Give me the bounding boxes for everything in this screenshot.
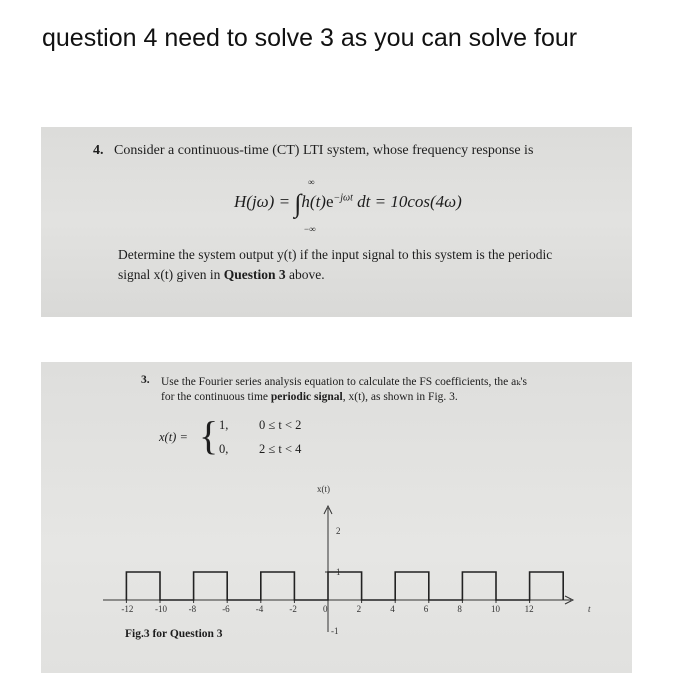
frequency-response-formula: $H(j\omega) = \int h(t)e^{-j\omega t}$ dt = 10cos(4ω) [234, 189, 462, 218]
figure-caption: Fig.3 for Question 3 [125, 628, 223, 640]
q3-line-2-prefix: for the continuous time [161, 391, 271, 403]
post-title: question 4 need to solve 3 as you can solve four [42, 24, 578, 52]
body-line-2-bold: Question 3 [223, 267, 286, 282]
q3-line-2-suffix: , x(t), as shown in Fig. 3. [342, 391, 458, 403]
case-1-condition: 0 ≤ t < 2 [259, 418, 302, 432]
x-tick-label: 2 [356, 604, 362, 614]
x-tick-label: 8 [457, 604, 462, 614]
question-4-number: 4. [93, 143, 104, 158]
piecewise-brace: { [199, 413, 219, 458]
question-4-body-line-2 [118, 267, 325, 283]
question-3-number: 3. [141, 374, 150, 386]
x-tick-label: -8 [188, 604, 197, 614]
question-4-intro: Consider a continuous-time (CT) LTI system, whose frequency response is [114, 143, 534, 158]
x-tick-label: -12 [121, 604, 134, 614]
y-axis-label: x(t) [317, 484, 330, 494]
x-tick-label: -6 [222, 604, 230, 614]
square-wave-signal [126, 572, 563, 600]
x-tick-label: -2 [289, 604, 297, 614]
x-tick-label: -10 [155, 604, 167, 614]
case-2-condition: 2 ≤ t < 4 [259, 442, 302, 456]
question-4-body-line-1: Determine the system output y(t) if the input signal to this system is the periodic [118, 247, 553, 262]
x-tick-label: 0 [323, 604, 328, 614]
integral-upper-limit: ∞ [308, 177, 315, 187]
signal-definition-lhs: x(t) = [159, 430, 188, 444]
integral-lower-limit: −∞ [304, 224, 316, 234]
formula-exponent: −jωt [333, 192, 353, 204]
x-tick-label: 6 [423, 604, 429, 614]
case-2-value: 0, [219, 442, 229, 456]
formula-rhs: dt = 10cos(4ω) [357, 192, 462, 211]
x-tick-label: -4 [255, 604, 264, 614]
case-1-value: 1, [219, 418, 229, 432]
integral-sign-icon: ∫ [294, 189, 302, 218]
y-mark-label: 2 [336, 526, 341, 536]
x-tick-label: 10 [491, 604, 500, 614]
formula-lhs: H(jω) = [234, 192, 291, 211]
formula-integrand: h(t) [301, 192, 326, 211]
question-3-line-1: Use the Fourier series analysis equation to calculate the FS coefficients, the aₖ's [161, 376, 527, 388]
question-4-photo [41, 127, 632, 317]
x-tick-label: 12 [524, 604, 534, 614]
body-line-2-suffix: above. [285, 267, 325, 282]
body-line-2-prefix: signal x(t) given in [118, 267, 224, 282]
t-axis-label: t [588, 604, 591, 614]
x-tick-label: 4 [390, 604, 395, 614]
q3-line-2-bold: periodic signal [270, 391, 343, 403]
question-3-photo [41, 362, 632, 673]
y-tick-high: 1 [336, 567, 341, 577]
figure-3-plot [41, 362, 632, 673]
y-tick-low: -1 [331, 626, 339, 636]
